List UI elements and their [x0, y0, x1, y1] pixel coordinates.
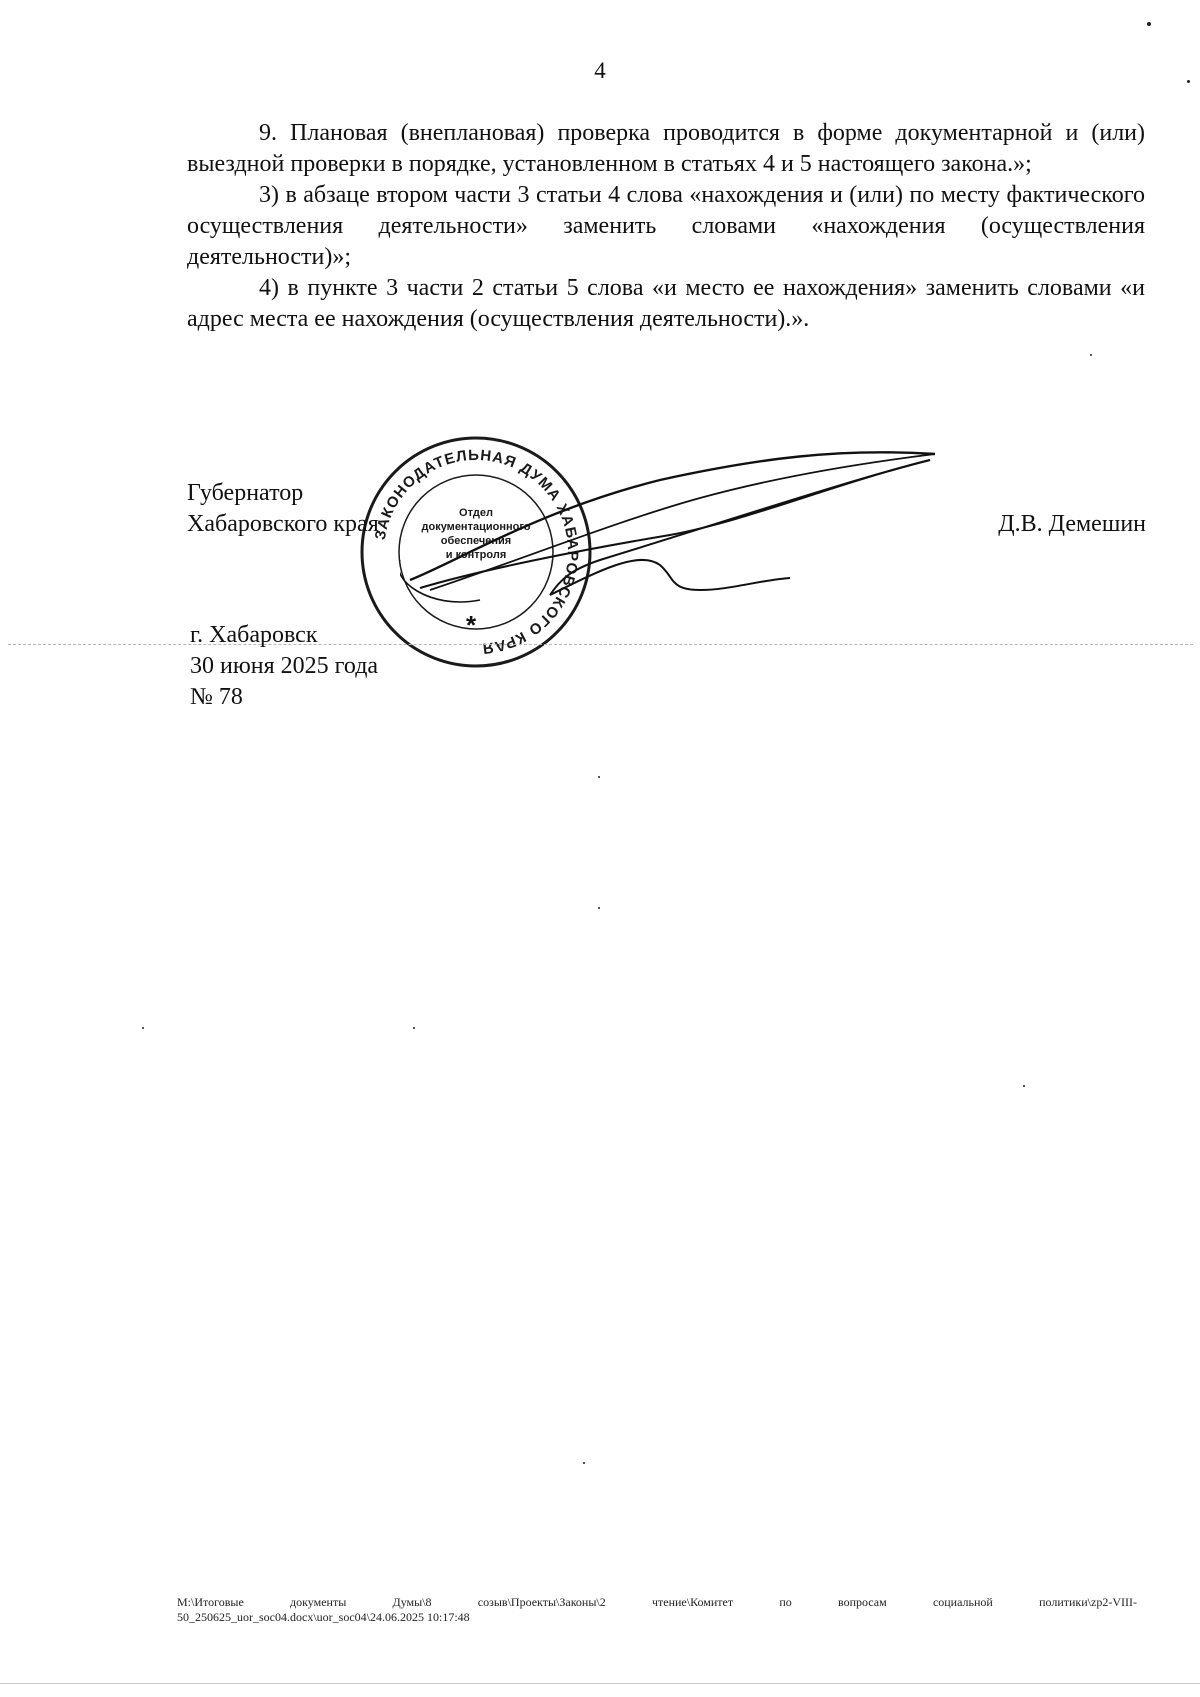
scan-speck	[598, 776, 600, 778]
svg-text:ЗАКОНОДАТЕЛЬНАЯ ДУМА ХАБАРОВСК: ЗАКОНОДАТЕЛЬНАЯ ДУМА ХАБАРОВСКОГО КРАЯ	[371, 446, 582, 657]
footer-word: политики\zp2-VIII-	[1039, 1595, 1137, 1609]
footer-word: созыв\Проекты\Законы\2	[477, 1595, 606, 1609]
scan-speck	[598, 907, 600, 909]
date: 30 июня 2025 года	[190, 653, 379, 679]
scan-speck	[142, 1027, 144, 1029]
seal-star: *	[466, 610, 477, 640]
scan-speck	[583, 1462, 585, 1464]
signatory-title-line2: Хабаровского края	[187, 511, 379, 537]
scan-divider-line	[8, 644, 1193, 645]
footer-word: Думы\8	[392, 1595, 432, 1609]
scan-speck	[1147, 22, 1151, 26]
scan-speck	[1090, 354, 1092, 356]
seal-inner-line: документационного	[421, 521, 531, 533]
paragraph-amendment-3: 3) в абзаце втором части 3 статьи 4 слова «нахождения и (или) по месту фактического осуществления деятельности» заменить словами «нахождения (осуществления деятельности)»;	[187, 182, 1145, 270]
bottom-scan-edge	[0, 1683, 1200, 1684]
scan-speck	[413, 1027, 415, 1029]
footer-word: социальной	[932, 1595, 993, 1609]
paragraph-amendment-4: 4) в пункте 3 части 2 статьи 5 слова «и место ее нахождения» заменить словами «и адрес места ее нахождения (осуществления деятельности).».	[187, 275, 1145, 332]
document-body	[187, 118, 1145, 335]
handwritten-signature	[400, 440, 960, 620]
law-number: № 78	[190, 684, 243, 710]
footer-path-line2: 50_250625_uor_soc04.docx\uor_soc04\24.06.2025 10:17:48	[177, 1610, 470, 1624]
signatory-title	[187, 478, 379, 540]
footer-word: М:\Итоговые	[177, 1595, 244, 1609]
footer-word: документы	[290, 1595, 347, 1609]
scan-speck	[1187, 80, 1190, 83]
paragraph-9: 9. Плановая (внеплановая) проверка проводится в форме документарной и (или) выездной проверки в порядке, установленном в статьях 4 и 5 настоящего закона.»;	[187, 120, 1145, 177]
page-number: 4	[594, 58, 606, 83]
signatory-name: Д.В. Демешин	[998, 511, 1146, 537]
seal-inner-line: Отдел	[459, 507, 493, 519]
footer-file-path	[177, 1595, 1137, 1625]
seal-inner-line: обеспечения	[440, 535, 512, 547]
scan-speck	[1023, 1085, 1025, 1087]
footer-word: вопросам	[838, 1595, 887, 1609]
footer-word: чтение\Комитет	[651, 1595, 734, 1609]
seal-inner-line: и контроля	[445, 549, 507, 561]
city: г. Хабаровск	[190, 622, 318, 648]
footer-path-line1	[177, 1595, 1137, 1610]
signatory-title-line1: Губернатор	[187, 480, 304, 506]
footer-word: по	[779, 1595, 792, 1609]
place-date-block	[190, 620, 378, 713]
